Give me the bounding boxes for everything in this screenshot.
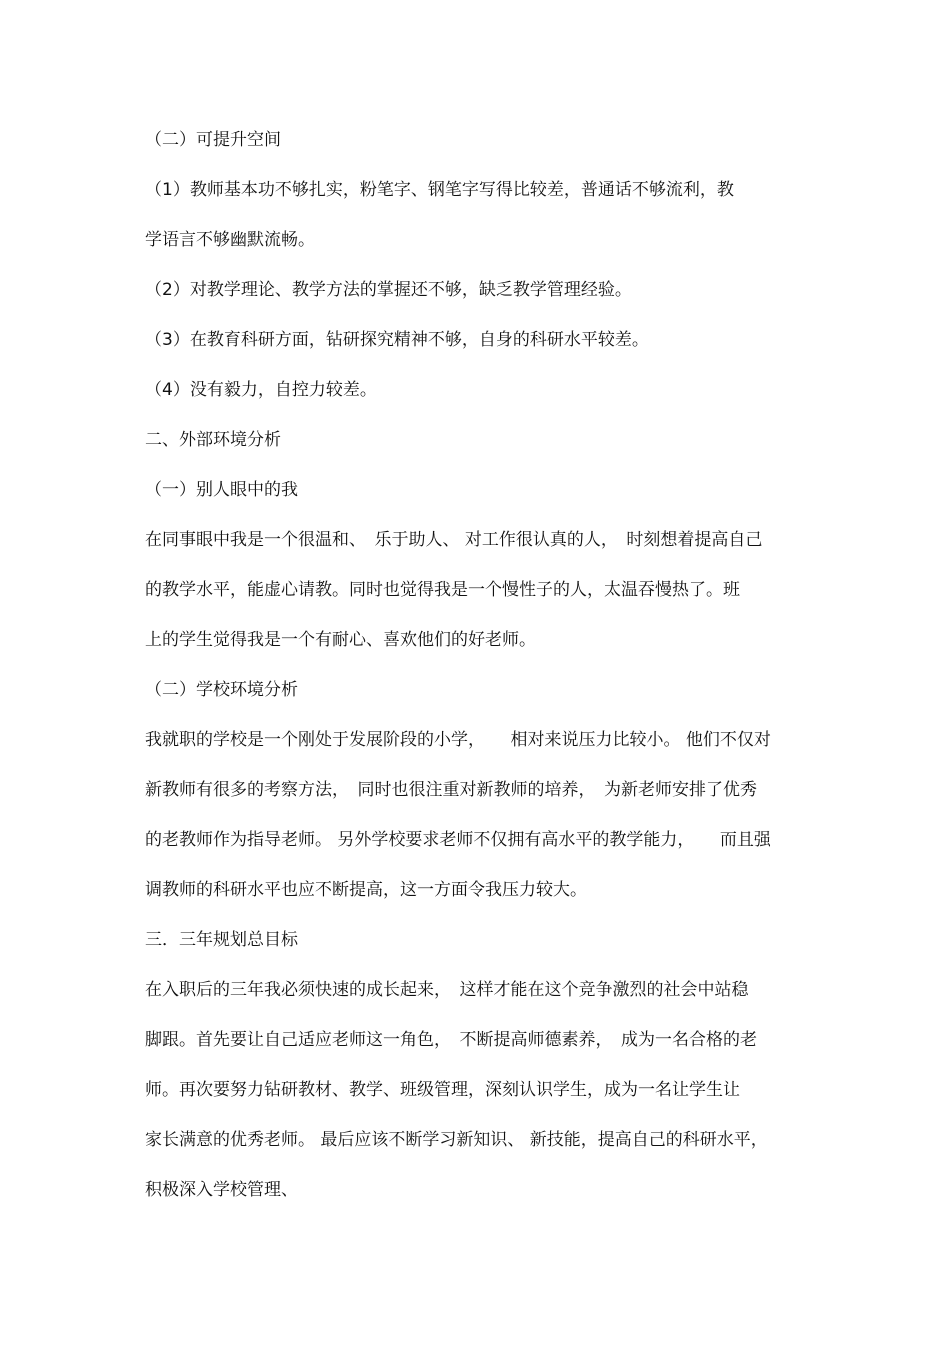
paragraph-line: （2）对教学理论、教学方法的掌握还不够，缺乏教学管理经验。 xyxy=(145,280,632,300)
paragraph-line: 的老教师作为指导老师。 另外学校要求老师不仅拥有高水平的教学能力， 而且强 xyxy=(145,830,771,850)
heading-school-environment: （二）学校环境分析 xyxy=(145,680,298,700)
heading-others-view: （一）别人眼中的我 xyxy=(145,480,298,500)
paragraph-line: 脚跟。首先要让自己适应老师这一角色， 不断提高师德素养， 成为一名合格的老 xyxy=(145,1030,757,1050)
paragraph-line: 家长满意的优秀老师。 最后应该不断学习新知识、 新技能，提高自己的科研水平， xyxy=(145,1130,768,1150)
heading-improvement-space: （二）可提升空间 xyxy=(145,130,281,150)
paragraph-line: 积极深入学校管理、 xyxy=(145,1180,298,1200)
paragraph-line: 我就职的学校是一个刚处于发展阶段的小学， 相对来说压力比较小。 他们不仅对 xyxy=(145,730,771,750)
paragraph-line: 在同事眼中我是一个很温和、 乐于助人、 对工作很认真的人， 时刻想着提高自己 xyxy=(145,530,763,550)
paragraph-line: 新教师有很多的考察方法， 同时也很注重对新教师的培养， 为新老师安排了优秀 xyxy=(145,780,757,800)
paragraph-line: （3）在教育科研方面，钻研探究精神不够，自身的科研水平较差。 xyxy=(145,330,649,350)
paragraph-line: 师。再次要努力钻研教材、教学、班级管理，深刻认识学生，成为一名让学生让 xyxy=(145,1080,740,1100)
paragraph-line: 调教师的科研水平也应不断提高，这一方面令我压力较大。 xyxy=(145,880,587,900)
paragraph-line: 上的学生觉得我是一个有耐心、喜欢他们的好老师。 xyxy=(145,630,536,650)
heading-external-environment: 二、外部环境分析 xyxy=(145,430,281,450)
paragraph-line: 学语言不够幽默流畅。 xyxy=(145,230,315,250)
heading-three-year-goal: 三．三年规划总目标 xyxy=(145,930,298,950)
paragraph-line: （4）没有毅力，自控力较差。 xyxy=(145,380,377,400)
paragraph-line: （1）教师基本功不够扎实，粉笔字、钢笔字写得比较差，普通话不够流利，教 xyxy=(145,180,734,200)
paragraph-line: 的教学水平，能虚心请教。同时也觉得我是一个慢性子的人，太温吞慢热了。班 xyxy=(145,580,740,600)
paragraph-line: 在入职后的三年我必须快速的成长起来， 这样才能在这个竞争激烈的社会中站稳 xyxy=(145,980,749,1000)
